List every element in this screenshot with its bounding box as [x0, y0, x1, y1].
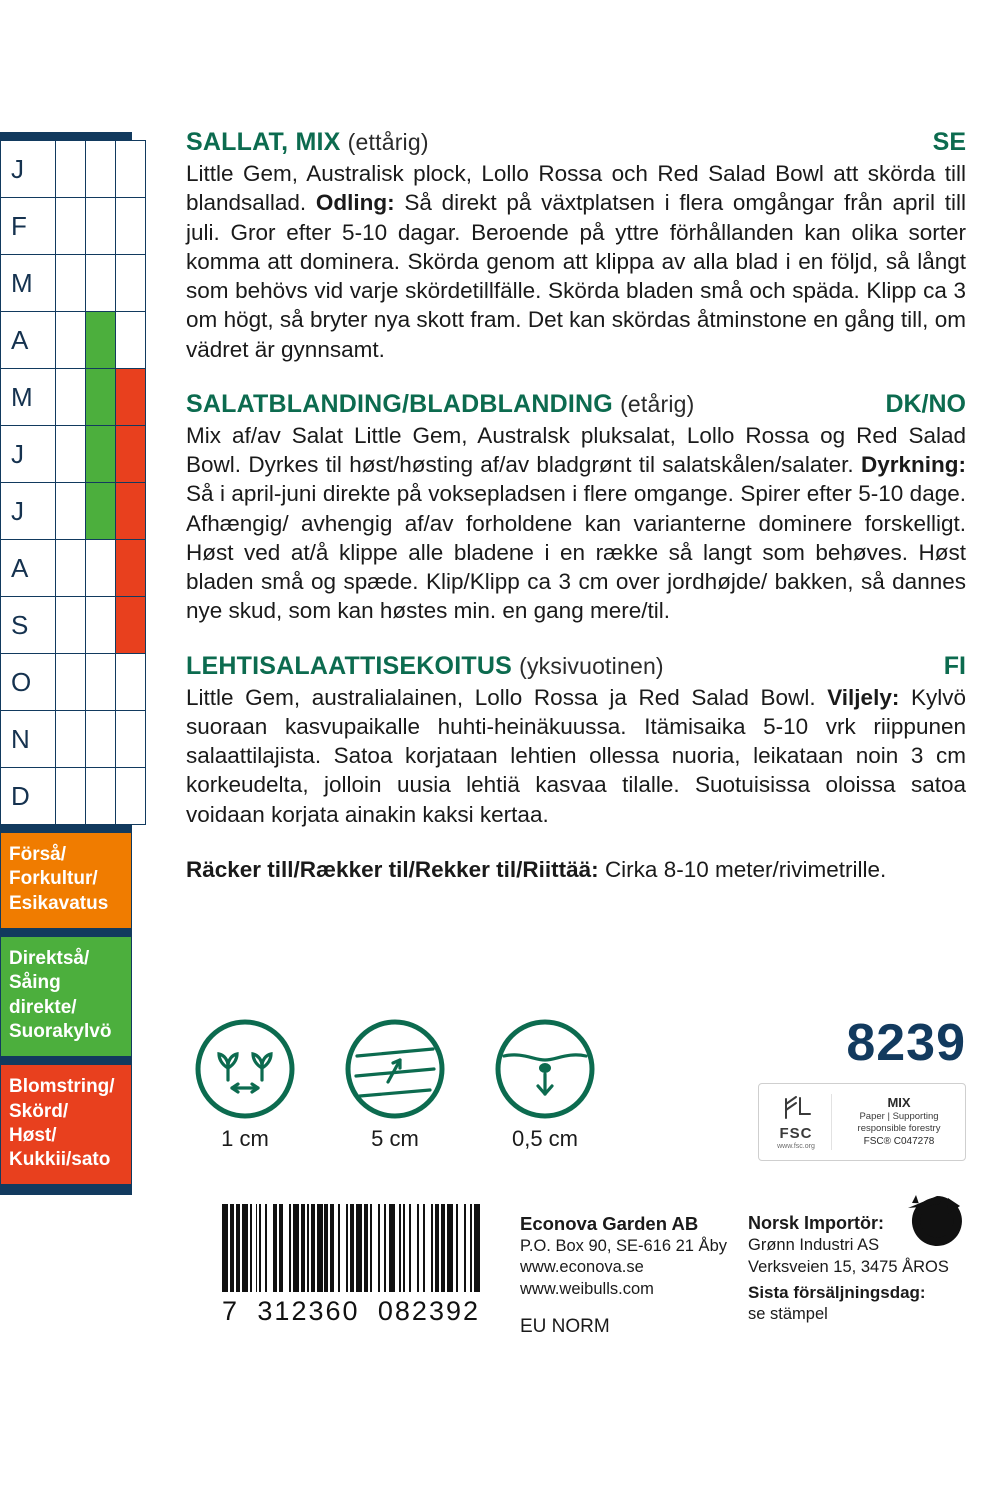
- calendar-cell-none: [116, 654, 146, 711]
- icon-item-plant-spacing: [186, 1018, 304, 1152]
- calendar-cell-none: [86, 198, 116, 255]
- section-dkno-header: [186, 390, 966, 419]
- company-website-1[interactable]: www.econova.se: [520, 1258, 644, 1277]
- calendar-row: [1, 141, 146, 198]
- section-dkno: [186, 390, 966, 626]
- calendar-cell-none: [86, 597, 116, 654]
- calendar-cell-none: [86, 141, 116, 198]
- calendar-cell-none: [56, 255, 86, 312]
- section-dkno-title: [186, 390, 695, 419]
- barcode: [222, 1204, 480, 1327]
- fsc-url: www.fsc.org: [777, 1143, 815, 1150]
- section-dkno-title-main: SALATBLANDING/BLADBLANDING: [186, 389, 613, 418]
- calendar-cell-none: [56, 198, 86, 255]
- legend-line: Förså/: [9, 844, 67, 865]
- fsc-details: [832, 1095, 959, 1148]
- calendar-cell-none: [86, 711, 116, 768]
- eu-norm-label: EU NORM: [520, 1316, 610, 1337]
- section-dkno-language: DK/NO: [885, 389, 966, 418]
- calendar-month-label: M: [1, 369, 56, 426]
- section-se: [186, 128, 966, 364]
- calendar-month-label: A: [1, 312, 56, 369]
- legend-divider: [0, 825, 132, 833]
- article-number: 8239: [846, 1014, 966, 1072]
- row-spacing-icon: [344, 1018, 446, 1120]
- calendar-month-label: D: [1, 768, 56, 825]
- calendar-grid: [0, 140, 146, 825]
- barcode-digits: [222, 1296, 480, 1327]
- calendar-top-border: [0, 132, 132, 140]
- fsc-certification-badge: [758, 1083, 966, 1161]
- calendar-cell-none: [116, 141, 146, 198]
- calendar-cell-red: [116, 426, 146, 483]
- section-fi: [186, 652, 966, 829]
- sowing-calendar: [0, 132, 132, 1195]
- calendar-month-label: S: [1, 597, 56, 654]
- legend-line: Suorakylvö: [9, 1020, 112, 1042]
- legend-line: Forkultur/: [9, 868, 98, 890]
- recycle-icon: [908, 1192, 966, 1250]
- row-spacing-label: 5 cm: [371, 1126, 419, 1151]
- calendar-row: [1, 483, 146, 540]
- growing-instruction-icons: [186, 1018, 604, 1152]
- section-fi-title-sub: (yksivuotinen): [519, 652, 664, 679]
- legend-line: Skörd/: [9, 1100, 69, 1122]
- calendar-cell-none: [56, 141, 86, 198]
- fsc-logo: [765, 1094, 832, 1150]
- legend-direct-sow: [0, 937, 132, 1057]
- legend-presow: [0, 833, 132, 929]
- calendar-cell-red: [116, 483, 146, 540]
- calendar-cell-none: [56, 312, 86, 369]
- section-se-header: [186, 128, 966, 157]
- calendar-cell-red: [116, 597, 146, 654]
- company-website-2[interactable]: www.weibulls.com: [520, 1279, 654, 1298]
- calendar-cell-red: [116, 369, 146, 426]
- calendar-bottom-border: [0, 1185, 132, 1195]
- legend-line: Direktså/: [9, 947, 90, 969]
- barcode-bar: [474, 1204, 480, 1292]
- plant-spacing-label: 1 cm: [221, 1126, 269, 1151]
- legend-divider: [0, 929, 132, 937]
- plant-spacing-icon: [194, 1018, 296, 1120]
- calendar-cell-none: [56, 426, 86, 483]
- section-se-title-main: SALLAT, MIX: [186, 128, 341, 156]
- calendar-row: [1, 255, 146, 312]
- calendar-cell-none: [86, 540, 116, 597]
- importer-label: Norsk Importör:: [748, 1213, 885, 1233]
- barcode-digit-right: 082392: [377, 1296, 480, 1326]
- fsc-tree-icon: [776, 1094, 816, 1120]
- legend-line: Blomstring/: [9, 1076, 115, 1098]
- barcode-digit-left: 7: [222, 1296, 240, 1326]
- calendar-cell-none: [116, 768, 146, 825]
- calendar-month-label: O: [1, 654, 56, 711]
- calendar-month-label: J: [1, 141, 56, 198]
- sowing-depth-label: 0,5 cm: [511, 1126, 579, 1151]
- calendar-cell-green: [86, 483, 116, 540]
- section-se-body: Little Gem, Australisk plock, Lollo Rossa och Red Salad Bowl att skörda till blandsallad. Odling: Så direkt på växtplatsen i flera omgångar från april till juli. Gror efter 5-10 dagar. Beroende på yttre förhållanden kan olika sorter komma att dominera. Skörda genom att klippa av alla blad i en följd, så långt som behövs vid varje skördetillfälle. Skörda bladen små och späda. Klipp ca 3 om högt, så bryter nya skott fram. Det kan skördas åtminstone en gång till, om vädret är gynnsamt.: [186, 161, 966, 362]
- section-se-title: [186, 128, 429, 157]
- calendar-cell-green: [86, 369, 116, 426]
- calendar-cell-none: [56, 597, 86, 654]
- legend-line: direkte/: [9, 996, 77, 1018]
- calendar-row: [1, 711, 146, 768]
- section-dkno-title-sub: (etårig): [620, 390, 695, 417]
- calendar-row: [1, 312, 146, 369]
- section-se-language: SE: [932, 128, 966, 156]
- calendar-cell-none: [56, 540, 86, 597]
- description-panel: [186, 128, 966, 884]
- fsc-description: Paper | Supporting responsible forestry: [857, 1111, 941, 1134]
- legend-line: Såing: [9, 972, 61, 994]
- coverage-line: [186, 855, 966, 884]
- section-se-title-sub: (ettårig): [347, 129, 429, 155]
- calendar-cell-none: [56, 768, 86, 825]
- last-sale-label: Sista försäljningsdag:: [748, 1283, 926, 1302]
- calendar-cell-none: [116, 711, 146, 768]
- legend-divider: [0, 1057, 132, 1065]
- company-name: Econova Garden AB: [520, 1213, 699, 1234]
- company-info: [520, 1212, 730, 1300]
- calendar-month-label: J: [1, 426, 56, 483]
- calendar-cell-none: [116, 312, 146, 369]
- calendar-cell-none: [56, 483, 86, 540]
- company-address: P.O. Box 90, SE-616 21 Åby: [520, 1237, 727, 1256]
- icon-item-row-spacing: [336, 1018, 454, 1152]
- calendar-row: [1, 597, 146, 654]
- calendar-cell-none: [116, 255, 146, 312]
- calendar-row: [1, 369, 146, 426]
- calendar-month-label: N: [1, 711, 56, 768]
- section-fi-body: Little Gem, australialainen, Lollo Rossa ja Red Salad Bowl. Viljely: Kylvö suoraan kasvupaikalle huhti-heinäkuussa. Itämisaika 5-10 vrk riippunen salaattilajista. Satoa korjataan lehtien ollessa nuoria, leikataan noin 3 cm korkeudelta, jolloin uusia lehtiä kasvaa tilalle. Suotuisissa oloissa satoa voidaan korjata ainakin kaksi kertaa.: [186, 684, 966, 827]
- calendar-cell-green: [86, 312, 116, 369]
- calendar-legend: [0, 825, 132, 1185]
- calendar-cell-red: [116, 540, 146, 597]
- calendar-row: [1, 654, 146, 711]
- calendar-cell-none: [116, 198, 146, 255]
- legend-line: Esikavatus: [9, 892, 109, 914]
- calendar-row: [1, 540, 146, 597]
- coverage-value: Cirka 8-10 meter/rivimetrille.: [604, 856, 887, 882]
- importer-address: Verksveien 15, 3475 ÅROS: [748, 1257, 949, 1276]
- calendar-month-label: F: [1, 198, 56, 255]
- fsc-mix-label: MIX: [887, 1095, 911, 1111]
- calendar-row: [1, 426, 146, 483]
- calendar-month-label: A: [1, 540, 56, 597]
- legend-harvest: [0, 1065, 132, 1185]
- section-fi-title: [186, 652, 664, 681]
- calendar-cell-none: [86, 768, 116, 825]
- legend-line: Kukkii/sato: [9, 1149, 111, 1171]
- calendar-cell-none: [56, 369, 86, 426]
- calendar-cell-none: [86, 255, 116, 312]
- calendar-cell-none: [56, 654, 86, 711]
- fsc-logo-text: FSC: [779, 1125, 813, 1142]
- sowing-depth-icon: [494, 1018, 596, 1120]
- calendar-row: [1, 198, 146, 255]
- last-sale-date: [748, 1282, 978, 1326]
- calendar-row: [1, 768, 146, 825]
- importer-name: Grønn Industri AS: [748, 1236, 880, 1255]
- coverage-label: Räcker till/Rækker til/Rekker til/Riittää:: [186, 856, 599, 882]
- calendar-cell-none: [86, 654, 116, 711]
- last-sale-value: se stämpel: [748, 1305, 828, 1324]
- section-fi-language: FI: [943, 651, 966, 680]
- legend-line: Høst/: [9, 1124, 57, 1146]
- barcode-digit-mid: 312360: [257, 1296, 360, 1326]
- calendar-cell-green: [86, 426, 116, 483]
- fsc-code: FSC® C047278: [863, 1136, 935, 1148]
- barcode-bars: [222, 1204, 480, 1292]
- calendar-month-label: M: [1, 255, 56, 312]
- section-fi-header: [186, 652, 966, 681]
- calendar-month-label: J: [1, 483, 56, 540]
- section-fi-title-main: LEHTISALAATTISEKOITUS: [186, 651, 512, 680]
- icon-item-sowing-depth: [486, 1018, 604, 1152]
- calendar-cell-none: [56, 711, 86, 768]
- section-dkno-body: Mix af/av Salat Little Gem, Australsk pluksalat, Lollo Rossa og Red Salad Bowl. Dyrkes til høst/høsting af/av bladgrønt til salatskålen/salater. Dyrkning: Så i april-juni direkte på voksepladsen i flere omgange. Spirer efter 5-10 dage. Afhængig/ avhengig af/av forholdene kan varianterne dominere forskelligt. Høst ved at/å klippe alle bladene i en række så langt som behøves. Høst bladen små og spæde. Klip/Klipp ca 3 cm over jordhøjde/ bakken, så dannes nye skud, som kan høstes min. en gang mere/til.: [186, 422, 966, 624]
